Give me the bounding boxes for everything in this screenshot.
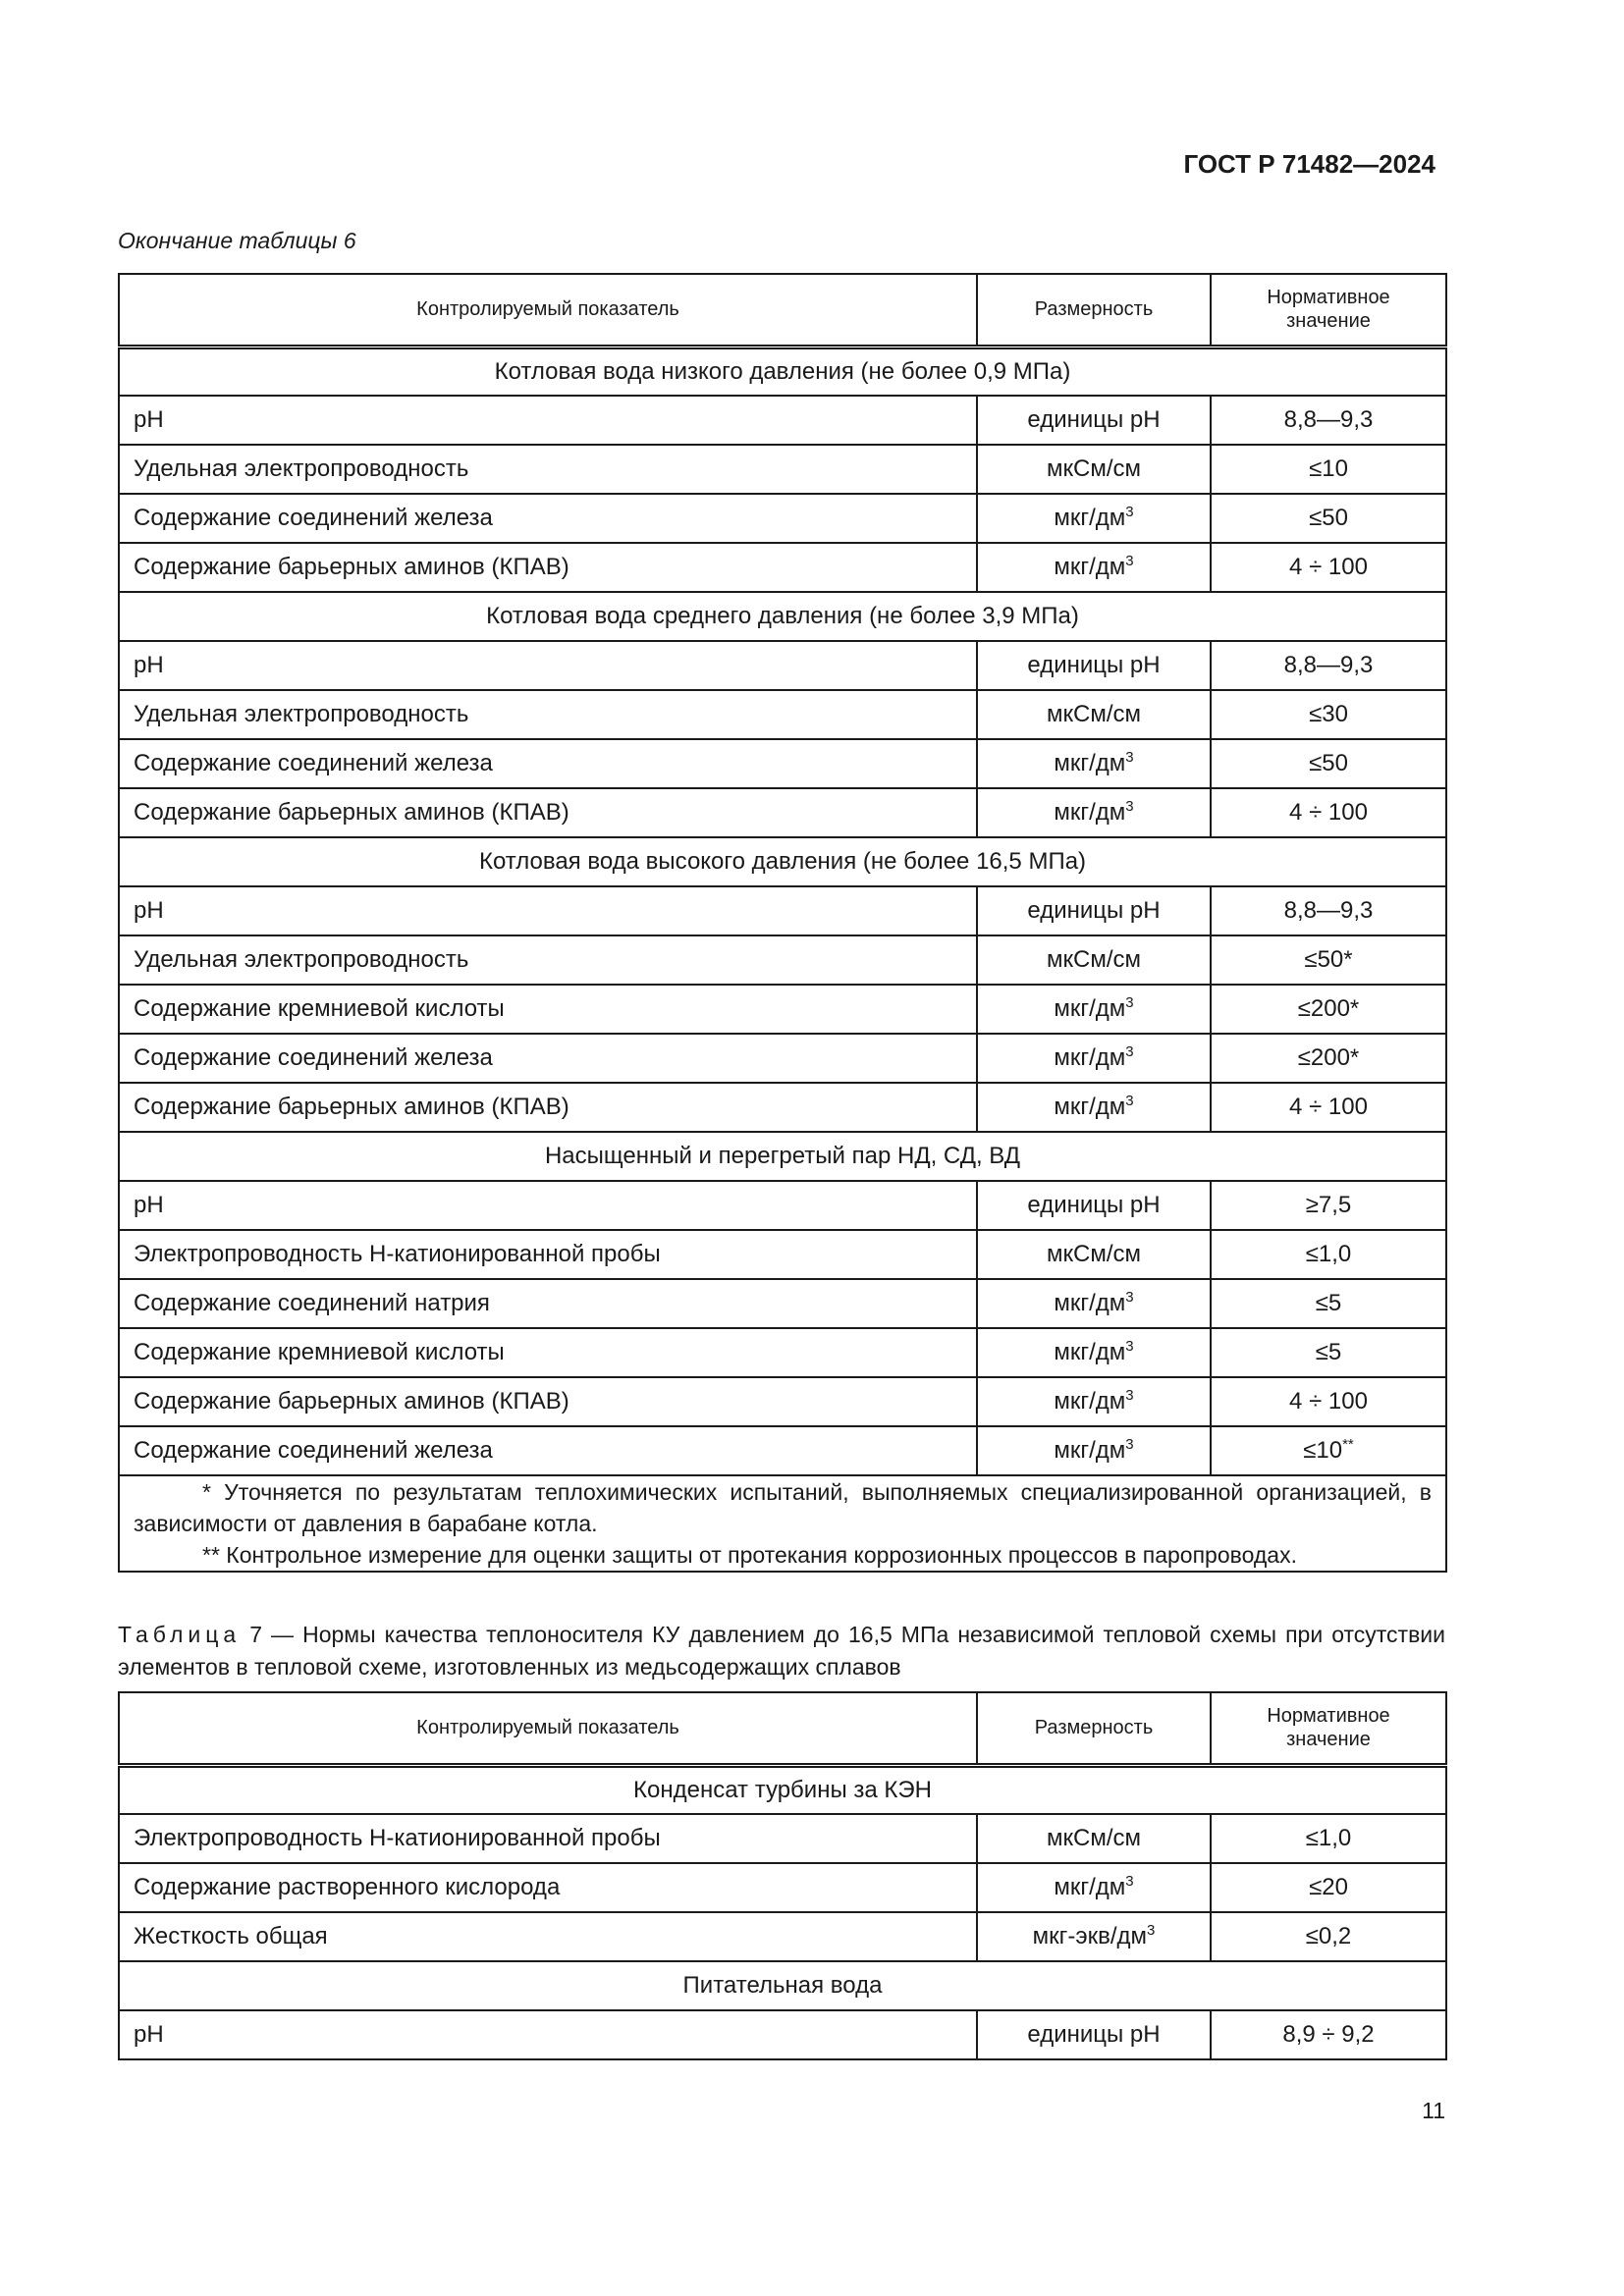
norm-text: ≤50* [1304,946,1353,973]
col-header-norm-line1: Нормативное [1267,1705,1390,1728]
cell-unit [977,886,1211,935]
table-row [119,1083,1446,1132]
table-row [119,445,1446,494]
document-code: ГОСТ Р 71482—2024 [1183,149,1435,179]
cell-unit [977,1279,1211,1328]
cell-unit [977,396,1211,445]
table-row [119,985,1446,1034]
norm-text: ≤0,2 [1305,1923,1352,1949]
table-header-row [119,1692,1446,1765]
unit-superscript: 3 [1125,553,1134,569]
section-row [119,592,1446,641]
unit-text: единицы pH [1027,897,1161,924]
norm-text: ≤200* [1297,1044,1360,1071]
cell-parameter: Содержание барьерных аминов (КПАВ) [119,543,977,592]
cell-parameter: pH [119,641,977,690]
section-title: Котловая вода высокого давления (не более 16,5 МПа) [119,837,1446,886]
unit-text: мкг/дм [1054,995,1126,1022]
cell-unit [977,985,1211,1034]
norm-text: 4 ÷ 100 [1289,554,1368,580]
section-row [119,1132,1446,1181]
cell-norm [1211,935,1446,985]
unit-superscript: 3 [1125,1289,1134,1306]
cell-unit [977,1034,1211,1083]
table-7-caption-text: 7 — Нормы качества теплоносителя КУ давлением до 16,5 МПа независимой тепловой схемы при отсутствии элементов в тепловой схеме, изготовленных из медьсодержащих сплавов [118,1622,1445,1680]
table-7 [118,1691,1447,2060]
cell-unit [977,1426,1211,1475]
norm-text: ≤20 [1309,1874,1348,1900]
table-row [119,739,1446,788]
page-number: 11 [1422,2098,1445,2123]
cell-unit [977,494,1211,543]
unit-text: мкСм/см [1047,946,1141,973]
norm-text: ≤10 [1309,455,1348,482]
cell-norm [1211,1377,1446,1426]
norm-text: ≤50 [1309,750,1348,776]
norm-text: ≤30 [1309,701,1348,727]
cell-unit [977,1230,1211,1279]
cell-norm [1211,1328,1446,1377]
section-row [119,837,1446,886]
unit-superscript: 3 [1125,504,1134,520]
cell-parameter: Содержание растворенного кислорода [119,1863,977,1912]
unit-text: мкг/дм [1054,1388,1126,1415]
cell-norm [1211,445,1446,494]
col-header-parameter: Контролируемый показатель [119,274,977,347]
table-row [119,1912,1446,1961]
table-row [119,935,1446,985]
section-title: Насыщенный и перегретый пар НД, СД, ВД [119,1132,1446,1181]
unit-text: мкг/дм [1054,505,1126,531]
section-title: Питательная вода [119,1961,1446,2010]
table-row [119,1034,1446,1083]
cell-unit [977,1814,1211,1863]
cell-norm [1211,2010,1446,2059]
cell-unit [977,2010,1211,2059]
unit-superscript: 3 [1125,1338,1134,1355]
table-notes [119,1475,1446,1572]
cell-parameter: Жесткость общая [119,1912,977,1961]
col-header-norm-line2: значение [1286,1729,1371,1751]
cell-unit [977,1328,1211,1377]
cell-parameter: Содержание соединений натрия [119,1279,977,1328]
table-row [119,1426,1446,1475]
cell-norm [1211,543,1446,592]
cell-unit [977,445,1211,494]
table-7-caption-label: Таблица [118,1622,242,1647]
cell-unit [977,1083,1211,1132]
unit-superscript: 3 [1125,1873,1134,1890]
unit-superscript: 3 [1125,1436,1134,1453]
norm-text: ≤5 [1315,1339,1342,1365]
cell-norm [1211,1863,1446,1912]
norm-superscript: ** [1342,1436,1354,1453]
norm-text: 8,8—9,3 [1283,897,1374,924]
table-row [119,1181,1446,1230]
cell-parameter: pH [119,886,977,935]
unit-superscript: 3 [1125,1387,1134,1404]
cell-parameter: pH [119,2010,977,2059]
unit-text: мкг/дм [1054,1437,1126,1464]
cell-norm [1211,1814,1446,1863]
norm-text: 8,8—9,3 [1283,652,1374,678]
note-1: * Уточняется по результатам теплохимических испытаний, выполняемых специализированной организацией, в зависимости от давления в барабане котла. [134,1479,1432,1536]
cell-parameter: Электропроводность Н-катионированной пробы [119,1814,977,1863]
table-row [119,690,1446,739]
cell-unit [977,788,1211,837]
norm-text: 8,9 ÷ 9,2 [1282,2021,1375,2048]
table-row [119,494,1446,543]
unit-text: мкСм/см [1047,1825,1141,1851]
unit-text: мкг/дм [1054,554,1126,580]
unit-text: мкСм/см [1047,455,1141,482]
norm-text: ≤1,0 [1305,1825,1352,1851]
table-row [119,886,1446,935]
cell-unit [977,739,1211,788]
cell-norm [1211,1230,1446,1279]
cell-parameter: Удельная электропроводность [119,935,977,985]
table-header-row [119,274,1446,347]
table-row [119,1230,1446,1279]
unit-superscript: 3 [1125,994,1134,1011]
cell-norm [1211,886,1446,935]
unit-text: мкг-экв/дм [1032,1923,1148,1949]
unit-text: мкг/дм [1054,799,1126,826]
cell-parameter: Содержание соединений железа [119,494,977,543]
cell-norm [1211,1426,1446,1475]
col-header-norm [1211,274,1446,347]
unit-superscript: 3 [1147,1922,1156,1939]
table-row [119,1328,1446,1377]
norm-text: 4 ÷ 100 [1289,1388,1368,1415]
table-7-caption [118,1619,1445,1683]
col-header-norm [1211,1692,1446,1765]
cell-norm [1211,739,1446,788]
cell-parameter: Удельная электропроводность [119,445,977,494]
table-row [119,543,1446,592]
table-row [119,1863,1446,1912]
unit-text: единицы pH [1027,2021,1161,2048]
note-2: ** Контрольное измерение для оценки защиты от протекания коррозионных процессов в паропроводах. [202,1542,1297,1568]
table-6-caption: Окончание таблицы 6 [118,228,356,253]
table-row [119,1377,1446,1426]
section-title: Котловая вода низкого давления (не более 0,9 МПа) [119,347,1446,396]
table-row [119,1814,1446,1863]
table-row [119,396,1446,445]
cell-unit [977,690,1211,739]
unit-text: единицы pH [1027,652,1161,678]
cell-norm [1211,1279,1446,1328]
cell-norm [1211,494,1446,543]
unit-superscript: 3 [1125,798,1134,815]
col-header-parameter: Контролируемый показатель [119,1692,977,1765]
table-notes-row [119,1475,1446,1572]
cell-unit [977,641,1211,690]
table-row [119,2010,1446,2059]
unit-text: мкСм/см [1047,701,1141,727]
section-row [119,347,1446,396]
unit-text: единицы pH [1027,406,1161,433]
cell-unit [977,1863,1211,1912]
cell-parameter: pH [119,396,977,445]
norm-text: ≤10 [1303,1437,1343,1464]
cell-unit [977,1912,1211,1961]
cell-parameter: Содержание кремниевой кислоты [119,1328,977,1377]
cell-norm [1211,788,1446,837]
cell-parameter: Содержание барьерных аминов (КПАВ) [119,788,977,837]
unit-superscript: 3 [1125,1093,1134,1109]
table-6-body [119,347,1446,1475]
section-row [119,1961,1446,2010]
norm-text: ≥7,5 [1305,1192,1352,1218]
cell-norm [1211,396,1446,445]
table-row [119,641,1446,690]
cell-norm [1211,1912,1446,1961]
unit-text: мкг/дм [1054,1290,1126,1316]
cell-parameter: Содержание барьерных аминов (КПАВ) [119,1083,977,1132]
cell-parameter: Удельная электропроводность [119,690,977,739]
unit-text: мкг/дм [1054,750,1126,776]
col-header-norm-line1: Нормативное [1267,287,1390,309]
norm-text: ≤1,0 [1305,1241,1352,1267]
unit-text: мкг/дм [1054,1874,1126,1900]
cell-norm [1211,690,1446,739]
cell-parameter: pH [119,1181,977,1230]
table-7-body [119,1765,1446,2059]
cell-parameter: Электропроводность Н-катионированной пробы [119,1230,977,1279]
table-row [119,788,1446,837]
cell-unit [977,1181,1211,1230]
cell-parameter: Содержание барьерных аминов (КПАВ) [119,1377,977,1426]
cell-parameter: Содержание соединений железа [119,1426,977,1475]
section-row [119,1765,1446,1814]
cell-parameter: Содержание кремниевой кислоты [119,985,977,1034]
norm-text: ≤200* [1297,995,1360,1022]
unit-text: мкг/дм [1054,1339,1126,1365]
cell-norm [1211,1181,1446,1230]
table-row [119,1279,1446,1328]
cell-norm [1211,985,1446,1034]
norm-text: 8,8—9,3 [1283,406,1374,433]
cell-norm [1211,641,1446,690]
cell-parameter: Содержание соединений железа [119,739,977,788]
unit-superscript: 3 [1125,1043,1134,1060]
unit-text: единицы pH [1027,1192,1161,1218]
section-title: Конденсат турбины за КЭН [119,1765,1446,1814]
section-title: Котловая вода среднего давления (не более 3,9 МПа) [119,592,1446,641]
norm-text: ≤5 [1315,1290,1342,1316]
cell-norm [1211,1083,1446,1132]
cell-unit [977,543,1211,592]
cell-unit [977,1377,1211,1426]
table-6 [118,273,1447,1573]
col-header-norm-line2: значение [1286,310,1371,333]
norm-text: ≤50 [1309,505,1348,531]
col-header-unit: Размерность [977,1692,1211,1765]
cell-parameter: Содержание соединений железа [119,1034,977,1083]
unit-superscript: 3 [1125,749,1134,766]
col-header-unit: Размерность [977,274,1211,347]
unit-text: мкг/дм [1054,1044,1126,1071]
unit-text: мкг/дм [1054,1094,1126,1120]
norm-text: 4 ÷ 100 [1289,799,1368,826]
cell-norm [1211,1034,1446,1083]
cell-unit [977,935,1211,985]
unit-text: мкСм/см [1047,1241,1141,1267]
norm-text: 4 ÷ 100 [1289,1094,1368,1120]
